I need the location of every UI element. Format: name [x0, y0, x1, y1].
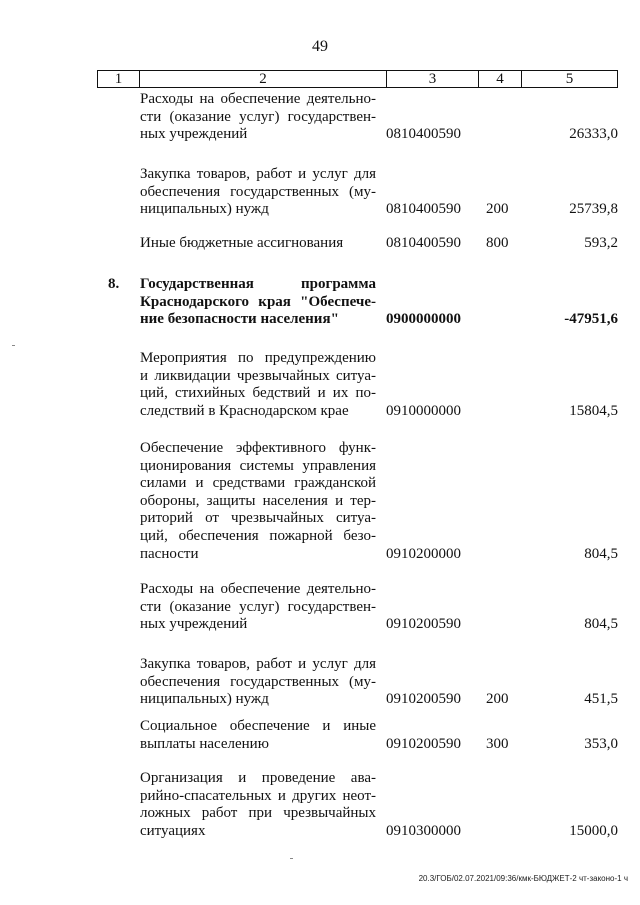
- description-line: ных учреждений: [140, 616, 248, 633]
- description-line: Социальное обеспечение и иные: [140, 718, 376, 734]
- description-line: обеспечения государственных (му-: [140, 673, 376, 690]
- row-description: [140, 581, 376, 634]
- margin-mark: [12, 345, 15, 346]
- description-line: выплаты населению: [140, 735, 269, 752]
- description-line: ниципальных) нужд: [140, 201, 269, 218]
- row-description: [140, 276, 376, 329]
- row-description: [140, 166, 376, 219]
- row-amount: -47951,6: [564, 311, 618, 328]
- description-line: Организация и проведение ава-: [140, 770, 376, 786]
- row-amount: 25739,8: [569, 201, 618, 218]
- description-line: и ликвидации чрезвычайных ситуа-: [140, 367, 376, 384]
- description-line: пасности: [140, 545, 199, 562]
- header-col-5: 5: [565, 71, 574, 87]
- description-line: обеспечения государственных (му-: [140, 183, 376, 200]
- description-line: ционирования системы управления: [140, 457, 376, 474]
- row-code: 0810400590: [386, 235, 461, 251]
- description-line: следствий в Краснодарском крае: [140, 402, 349, 419]
- row-amount: 15804,5: [569, 402, 618, 419]
- description-line: Иные бюджетные ассигнования: [140, 235, 344, 251]
- description-line: ние безопасности населения": [140, 311, 339, 328]
- row-code: 0910000000: [386, 402, 461, 419]
- description-line: ситуациях: [140, 822, 206, 839]
- description-line: ций, стихийных бедствий и их по-: [140, 385, 376, 402]
- row-code: 0810400590: [386, 201, 461, 218]
- table-header-row: [97, 70, 618, 88]
- description-line: Закупка товаров, работ и услуг для: [140, 166, 376, 182]
- row-description: [140, 718, 376, 753]
- row-description: [140, 91, 376, 144]
- row-code: 0910200000: [386, 545, 461, 562]
- description-line: ниципальных) нужд: [140, 691, 269, 708]
- row-amount: 804,5: [584, 616, 618, 633]
- description-line: Расходы на обеспечение деятельно-: [140, 91, 376, 107]
- header-col-2: 2: [140, 71, 387, 87]
- description-line: обороны, защиты населения и тер-: [140, 492, 376, 509]
- row-description: [140, 770, 376, 840]
- row-code: 0910300000: [386, 822, 461, 839]
- description-line: сти (оказание услуг) государствен-: [140, 598, 376, 615]
- document-footer: 20.3/ГОБ/02.07.2021/09:36/кмк-БЮДЖЕТ-2 чт-законо-1 ч: [418, 874, 628, 883]
- row-amount: 804,5: [584, 545, 618, 562]
- row-amount: 15000,0: [569, 822, 618, 839]
- row-description: [140, 350, 376, 420]
- row-number: 8.: [108, 276, 120, 292]
- description-line: Мероприятия по предупреждению: [140, 350, 376, 366]
- row-expense-type: 200: [486, 201, 509, 218]
- description-line: Краснодарского края "Обеспече-: [140, 293, 376, 310]
- description-line: Закупка товаров, работ и услуг для: [140, 656, 376, 672]
- description-line: ций, обеспечения пожарной безо-: [140, 527, 376, 544]
- header-col-4: 4: [479, 71, 522, 87]
- page-number: 49: [312, 38, 328, 55]
- row-amount: 451,5: [584, 691, 618, 708]
- row-description: [140, 235, 376, 253]
- description-line: рийно-спасательных и других неот-: [140, 787, 376, 804]
- description-line: Государственная программа: [140, 276, 376, 292]
- description-line: риторий от чрезвычайных ситуа-: [140, 510, 376, 527]
- row-code: 0910200590: [386, 735, 461, 752]
- row-expense-type: 300: [486, 735, 509, 752]
- row-description: [140, 440, 376, 563]
- row-code: 0910200590: [386, 616, 461, 633]
- header-col-1: 1: [98, 71, 140, 87]
- row-amount: 353,0: [584, 735, 618, 752]
- header-col-3: 3: [387, 71, 479, 87]
- row-amount: 593,2: [584, 235, 618, 251]
- description-line: ложных работ при чрезвычайных: [140, 805, 376, 822]
- description-line: Расходы на обеспечение деятельно-: [140, 581, 376, 597]
- row-expense-type: 800: [486, 235, 509, 251]
- description-line: сти (оказание услуг) государствен-: [140, 108, 376, 125]
- row-amount: 26333,0: [569, 126, 618, 143]
- description-line: ных учреждений: [140, 126, 248, 143]
- description-line: Обеспечение эффективного функ-: [140, 440, 376, 456]
- row-code: 0900000000: [386, 311, 461, 328]
- row-code: 0810400590: [386, 126, 461, 143]
- margin-mark: [290, 858, 293, 859]
- row-description: [140, 656, 376, 709]
- description-line: силами и средствами гражданской: [140, 475, 376, 492]
- row-code: 0910200590: [386, 691, 461, 708]
- row-expense-type: 200: [486, 691, 509, 708]
